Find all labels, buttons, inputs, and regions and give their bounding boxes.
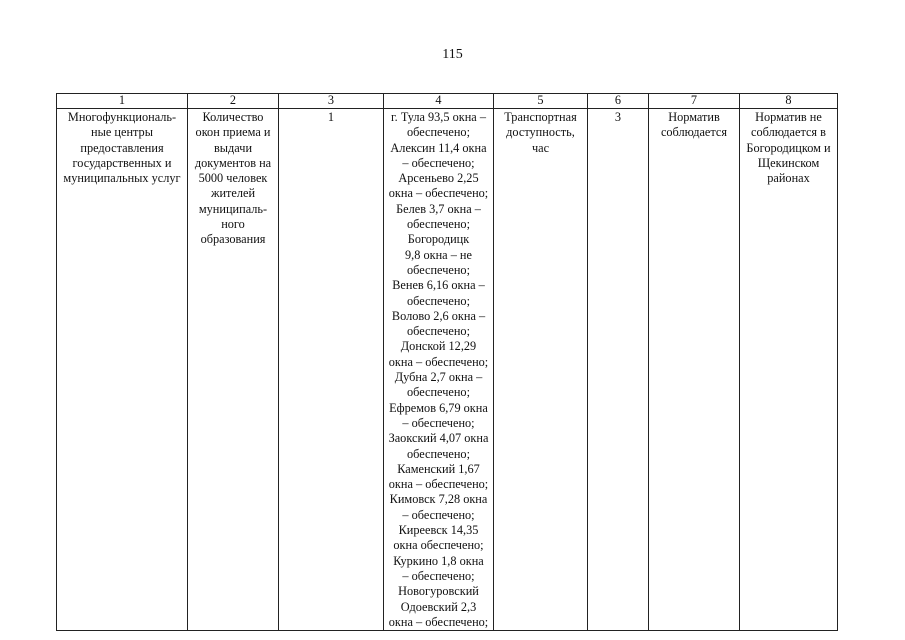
cell-line: жителей bbox=[210, 186, 256, 201]
cell-line: Богородицк bbox=[407, 232, 470, 247]
cell-line: обеспечено; bbox=[407, 293, 470, 308]
data-table bbox=[56, 93, 838, 631]
cell-line: муниципальных услуг bbox=[63, 171, 181, 186]
cell-line: обеспечено; bbox=[407, 385, 470, 400]
cell-line: окна – обеспечено; bbox=[388, 614, 489, 629]
cell-line: Новогуровский bbox=[398, 584, 479, 599]
cell-line: окон приема и bbox=[195, 125, 271, 140]
cell-col3-value bbox=[279, 109, 384, 631]
header-cell-6: 6 bbox=[588, 94, 649, 109]
page-number: 115 bbox=[442, 47, 463, 62]
header-cell-3: 3 bbox=[279, 94, 384, 109]
cell-line: г. Тула 93,5 окна – bbox=[391, 110, 486, 124]
header-row bbox=[57, 94, 838, 109]
cell-line: доступность, bbox=[506, 125, 575, 140]
header-cell-7: 7 bbox=[649, 94, 740, 109]
cell-line: Куркино 1,8 окна bbox=[393, 553, 484, 568]
cell-line: образования bbox=[200, 232, 266, 247]
cell-line: 3 bbox=[614, 110, 622, 124]
cell-line: окна – обеспечено; bbox=[388, 186, 489, 201]
cell-transport-access bbox=[494, 109, 588, 631]
cell-line: обеспечено; bbox=[407, 125, 470, 140]
cell-line: предоставления bbox=[80, 140, 164, 155]
cell-line: обеспечено; bbox=[407, 262, 470, 277]
cell-line: обеспечено; bbox=[407, 217, 470, 232]
cell-norm-exception bbox=[740, 109, 838, 631]
cell-line: районах bbox=[767, 171, 810, 186]
cell-line: выдачи bbox=[213, 140, 253, 155]
cell-line: обеспечено; bbox=[407, 324, 470, 339]
cell-line: Каменский 1,67 bbox=[397, 461, 480, 476]
cell-line: Заокский 4,07 окна bbox=[388, 431, 489, 446]
cell-municipalities bbox=[384, 109, 494, 631]
cell-line: Транспортная bbox=[504, 110, 577, 124]
cell-line: – обеспечено; bbox=[402, 507, 475, 522]
cell-line: Многофункциональ- bbox=[67, 110, 177, 124]
cell-line: окна обеспечено; bbox=[393, 538, 484, 553]
cell-line: час bbox=[531, 140, 550, 155]
header-cell-5: 5 bbox=[494, 94, 588, 109]
cell-line: Ефремов 6,79 окна bbox=[389, 400, 488, 415]
cell-line: Количество bbox=[202, 110, 264, 124]
cell-line: Волово 2,6 окна – bbox=[391, 308, 486, 323]
cell-line: 5000 человек bbox=[198, 171, 268, 186]
cell-line: Донской 12,29 bbox=[400, 339, 477, 354]
cell-line: – обеспечено; bbox=[402, 155, 475, 170]
cell-line: Одоевский 2,3 bbox=[400, 599, 477, 614]
cell-line: Белев 3,7 окна – bbox=[396, 201, 481, 216]
cell-line: – обеспечено; bbox=[402, 568, 475, 583]
cell-line: окна – обеспечено; bbox=[388, 354, 489, 369]
cell-line: окна – обеспечено; bbox=[388, 477, 489, 492]
cell-line: Киреевск 14,35 bbox=[398, 523, 479, 538]
cell-line: – обеспечено; bbox=[402, 415, 475, 430]
cell-line: Арсеньево 2,25 bbox=[398, 171, 479, 186]
cell-line: соблюдается bbox=[660, 125, 728, 140]
cell-line: 1 bbox=[327, 110, 335, 124]
header-cell-1: 1 bbox=[57, 94, 188, 109]
cell-line: Богородицком и bbox=[746, 140, 831, 155]
cell-line: Щекинском bbox=[757, 155, 820, 170]
cell-line: соблюдается в bbox=[751, 125, 826, 140]
cell-line: Алексин 11,4 окна bbox=[390, 140, 487, 155]
cell-service-name bbox=[57, 109, 188, 631]
cell-line: 9,8 окна – не bbox=[405, 247, 472, 262]
header-cell-8: 8 bbox=[740, 94, 838, 109]
cell-indicator bbox=[188, 109, 279, 631]
cell-line: Венев 6,16 окна – bbox=[392, 278, 485, 293]
cell-line: документов на bbox=[194, 155, 272, 170]
cell-line: Дубна 2,7 окна – bbox=[394, 370, 483, 385]
cell-line: муниципаль- bbox=[198, 201, 268, 216]
cell-line: обеспечено; bbox=[407, 446, 470, 461]
cell-norm-status bbox=[649, 109, 740, 631]
header-cell-2: 2 bbox=[188, 94, 279, 109]
cell-line: Кимовск 7,28 окна bbox=[389, 492, 488, 507]
cell-line: Норматив bbox=[668, 110, 720, 124]
cell-line: ного bbox=[221, 217, 245, 232]
cell-hours-value bbox=[588, 109, 649, 631]
table-row bbox=[57, 109, 838, 631]
cell-line: ные центры bbox=[91, 125, 153, 140]
cell-line: государственных и bbox=[72, 155, 172, 170]
cell-line: Норматив не bbox=[755, 110, 822, 124]
header-cell-4: 4 bbox=[384, 94, 494, 109]
